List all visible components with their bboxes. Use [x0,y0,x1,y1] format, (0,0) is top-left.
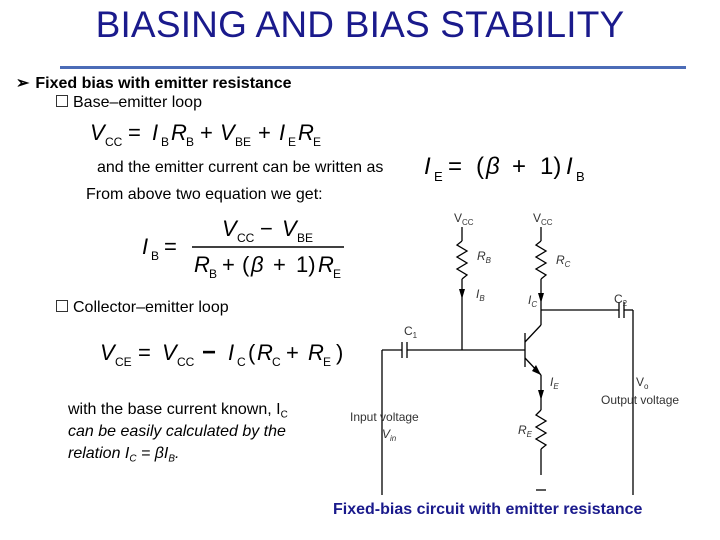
label-c2 [614,292,628,308]
text-with-sub: C [280,409,288,421]
svg-text:CE: CE [115,355,132,369]
svg-text:−: − [260,216,273,241]
label-ic-main: I [528,293,532,307]
svg-text:C: C [237,355,246,369]
svg-text:CC: CC [105,135,123,149]
circuit-diagram [340,205,710,495]
svg-text:R: R [194,252,210,277]
label-rb-main: R [477,249,486,263]
svg-text:β: β [251,252,264,277]
svg-text:+: + [200,120,213,145]
label-ib-main: I [476,287,480,301]
svg-text:B: B [209,267,218,281]
label-c2-sub: 2 [622,299,628,308]
text-relation: relation $I_C = \beta I_B$. [68,445,180,465]
svg-text:BE: BE [235,135,252,149]
text-emitter-current: and the emitter current can be written as [97,159,384,176]
svg-text:B: B [151,249,160,263]
label-ic [528,293,537,309]
svg-text:V: V [220,120,235,145]
label-rc [556,253,571,269]
svg-text:V: V [90,120,105,145]
sub-bullet-base-emitter [56,94,202,112]
svg-text:=: = [448,153,463,180]
label-ib-sub: B [479,294,485,303]
svg-text:I: I [152,120,159,145]
svg-text:V: V [100,340,115,365]
title-underline [60,66,686,69]
label-c2-main: C [614,292,623,306]
bullet-fixed-bias [16,73,292,93]
label-c1-main: C [404,324,413,338]
svg-text:E: E [333,267,342,281]
label-vo [636,375,649,391]
svg-text:B: B [576,169,585,184]
text-relation-part2: = βI [136,445,169,462]
svg-text:1): 1) [540,153,562,180]
bullet-fixed-bias-text: Fixed bias with emitter resistance [35,75,292,92]
svg-text:E: E [288,135,297,149]
svg-text:+: + [273,252,286,277]
svg-text:β: β [486,153,500,180]
svg-text:=: = [128,120,141,145]
label-vcc-1-main: V [454,211,463,225]
svg-text:CC: CC [237,231,255,245]
svg-text:C: C [272,355,281,369]
svg-text:BE: BE [297,231,314,245]
svg-text:I: I [142,234,149,259]
text-relation-sub1: C [129,453,137,465]
svg-text:=: = [138,340,151,365]
svg-text:−: − [202,339,217,366]
label-c1 [404,324,418,340]
label-rc-sub: C [564,260,571,269]
label-ie [550,375,559,391]
svg-text:E: E [313,135,322,149]
label-output-voltage: Output voltage [601,393,680,407]
equation-base-current [140,212,360,282]
svg-text:I: I [228,340,235,365]
svg-text:I: I [279,120,286,145]
svg-text:=: = [164,234,177,259]
label-c1-sub: 1 [412,331,418,340]
text-with-line: with the base current known, I [68,401,281,418]
sub-bullet-collector-emitter-text: Collector–emitter loop [73,299,229,316]
svg-text:1): 1) [296,252,316,277]
label-ic-sub: C [531,300,538,309]
text-can-be-calculated: can be easily calculated by the [68,423,286,440]
label-vcc-2-sub: CC [541,218,553,227]
text-combine: From above two equation we get: [86,186,323,203]
label-ie-sub: E [553,382,559,391]
label-vin-sub: in [390,434,397,443]
label-rb [477,249,492,265]
svg-text:B: B [161,135,170,149]
label-vin [382,427,397,443]
svg-text:R: R [318,252,334,277]
svg-text:I: I [566,153,573,180]
label-re-main: R [518,423,527,437]
svg-text:): ) [336,340,344,365]
svg-text:E: E [323,355,332,369]
label-rb-sub: B [485,256,492,265]
text-relation-part1: relation I [68,445,130,462]
square-bullet-icon [56,300,68,312]
label-ie-main: I [550,375,554,389]
sub-bullet-collector-emitter [56,299,229,317]
svg-text:+: + [512,153,527,180]
svg-text:E: E [434,169,443,184]
svg-text:V: V [222,216,237,241]
svg-text:R: R [257,340,273,365]
svg-text:(: ( [248,340,256,365]
label-vcc-1 [454,211,474,227]
svg-text:V: V [282,216,297,241]
svg-text:(: ( [242,252,250,277]
page-title: BIASING AND BIAS STABILITY [95,4,625,45]
label-vin-main: V [382,427,391,441]
svg-text:R: R [171,120,187,145]
label-re-sub: E [526,430,533,439]
svg-text:R: R [308,340,324,365]
svg-text:(: ( [476,153,484,180]
label-vcc-1-sub: CC [462,218,474,227]
svg-text:V: V [162,340,177,365]
svg-text:B: B [186,135,195,149]
svg-text:+: + [286,340,299,365]
label-vo-main: V [636,375,645,389]
svg-text:+: + [258,120,271,145]
equation-base-emitter-loop [86,116,336,154]
label-ib [476,287,485,303]
svg-text:R: R [298,120,314,145]
label-vo-sub: o [644,382,649,391]
equation-emitter-current [422,148,592,188]
svg-text:CC: CC [177,355,195,369]
label-vcc-2 [533,211,553,227]
figure-caption: Fixed-bias circuit with emitter resistance [333,501,643,518]
equation-collector-emitter-loop [96,334,356,374]
text-relation-sub2: B [168,453,175,465]
sub-bullet-base-emitter-text: Base–emitter loop [73,94,202,111]
square-bullet-icon [56,95,68,107]
label-input-voltage: Input voltage [350,410,419,424]
label-re [518,423,533,439]
label-rc-main: R [556,253,565,267]
svg-text:I: I [424,153,431,180]
arrow-bullet-icon: ➢ [16,75,30,92]
svg-text:+: + [222,252,235,277]
label-vcc-2-main: V [533,211,542,225]
